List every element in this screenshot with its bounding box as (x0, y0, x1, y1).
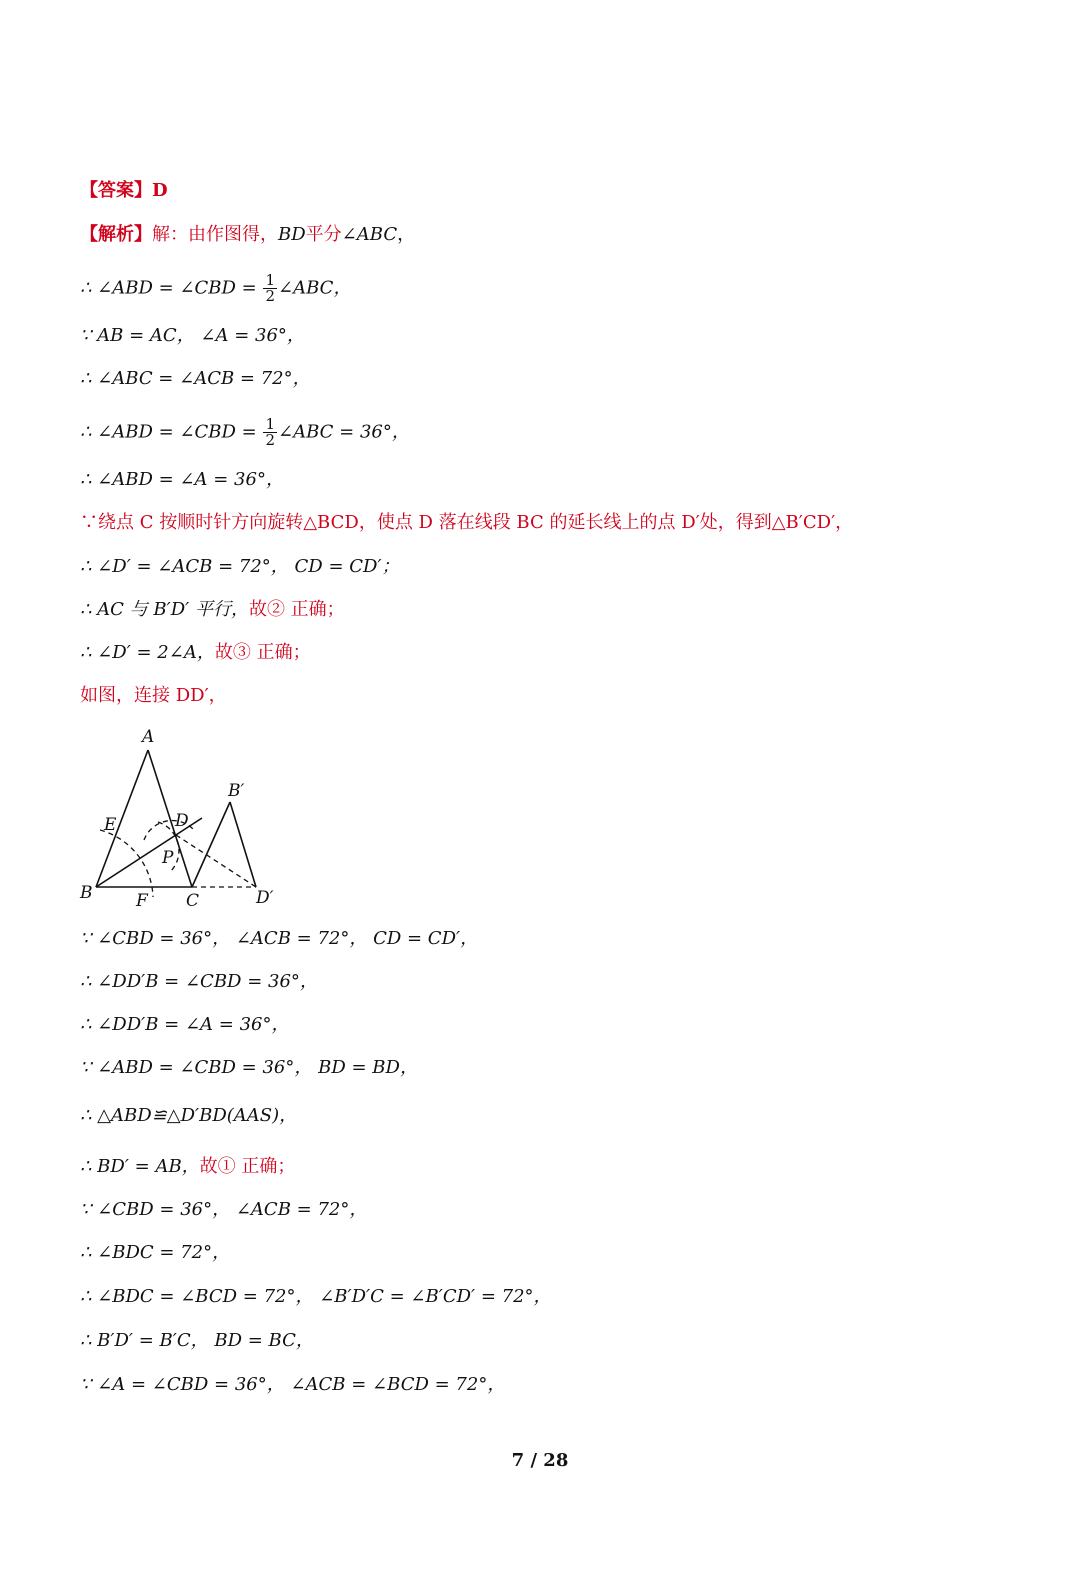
step-16-math: ∴ BD′ = AB， (80, 1156, 200, 1177)
label-D: D (175, 811, 189, 831)
fraction-numerator: 1 (265, 271, 276, 289)
step-line-7: ∴ ∠D′ = ∠ACB = 72°， CD = CD′； (80, 556, 400, 577)
step-line-13: ∴ ∠DD′B = ∠A = 36°， (80, 1014, 290, 1035)
label-B: B (80, 883, 93, 903)
step-line-21: ∵ ∠A = ∠CBD = 36°， ∠ACB = ∠BCD = 72°， (80, 1374, 506, 1395)
label-P: P (162, 848, 174, 868)
step-line-1 (80, 273, 351, 304)
step-line-6: ∵绕点 C 按顺时针方向旋转△BCD，使点 D 落在线段 BC 的延长线上的点 D′处，得到△B′CD′， (80, 512, 854, 533)
answer-line (80, 180, 168, 202)
label-D-prime: D′ (256, 888, 274, 908)
step-line-10: 如图，连接 DD′， (80, 685, 227, 706)
label-E: E (104, 815, 117, 835)
fraction-denominator: 2 (265, 431, 276, 449)
step-9-conclusion: 故③ 正确； (214, 642, 311, 663)
step-line-12: ∴ ∠DD′B = ∠CBD = 36°， (80, 971, 318, 992)
step-line-15: ∴ △ABD≌△D′BD(AAS)， (80, 1105, 298, 1126)
step-8-math: ∴ AC 与 B′D′ 平行， (80, 599, 249, 620)
analysis-tail: ， (397, 224, 416, 245)
step-line-20: ∴ B′D′ = B′C， BD = BC， (80, 1330, 314, 1351)
segment-B1D1 (230, 802, 256, 887)
answer-value: D (152, 180, 168, 201)
step-9-math: ∴ ∠D′ = 2∠A， (80, 642, 215, 663)
label-A: A (142, 727, 155, 747)
step-4-pre: ∴ ∠ABD = ∠CBD = (80, 421, 263, 443)
step-16-conclusion: 故① 正确； (199, 1156, 296, 1177)
analysis-math: BD (278, 224, 306, 245)
analysis-text: 解：由作图得， (152, 224, 278, 245)
fraction-half (263, 273, 277, 304)
step-1-pre: ∴ ∠ABD = ∠CBD = (80, 277, 263, 299)
label-C: C (186, 891, 200, 911)
step-line-17: ∵ ∠CBD = 36°， ∠ACB = 72°， (80, 1199, 368, 1220)
answer-label: 【答案】 (80, 180, 152, 201)
segment-CB1 (192, 802, 230, 887)
step-line-18: ∴ ∠BDC = 72°， (80, 1242, 231, 1263)
segment-DD1 (176, 835, 256, 887)
step-line-3: ∴ ∠ABC = ∠ACB = 72°， (80, 368, 311, 389)
step-line-11: ∵ ∠CBD = 36°， ∠ACB = 72°， CD = CD′， (80, 928, 479, 949)
step-line-9 (80, 642, 311, 664)
fraction-half (263, 417, 277, 448)
step-8-conclusion: 故② 正确； (248, 599, 345, 620)
step-line-4 (80, 417, 410, 448)
fraction-numerator: 1 (265, 415, 276, 433)
step-1-post: ∠ABC， (278, 277, 352, 299)
step-line-14: ∵ ∠ABD = ∠CBD = 36°， BD = BD， (80, 1057, 418, 1078)
step-line-16 (80, 1156, 295, 1178)
step-line-5: ∴ ∠ABD = ∠A = 36°， (80, 469, 284, 490)
geometry-figure (78, 722, 293, 912)
analysis-math2: ∠ABC (341, 224, 398, 245)
label-F: F (136, 891, 148, 911)
label-B-prime: B′ (228, 781, 245, 801)
step-4-post: ∠ABC = 36°， (278, 421, 410, 443)
analysis-text2: 平分 (305, 224, 342, 245)
step-line-2: ∵ AB = AC， ∠A = 36°， (80, 325, 305, 346)
step-line-19: ∴ ∠BDC = ∠BCD = 72°， ∠B′D′C = ∠B′CD′ = 72°， (80, 1286, 552, 1307)
fraction-denominator: 2 (265, 287, 276, 305)
analysis-label: 【解析】 (80, 224, 152, 245)
step-line-8 (80, 599, 345, 621)
page-number: 7 / 28 (511, 1450, 569, 1471)
analysis-line (80, 224, 415, 246)
